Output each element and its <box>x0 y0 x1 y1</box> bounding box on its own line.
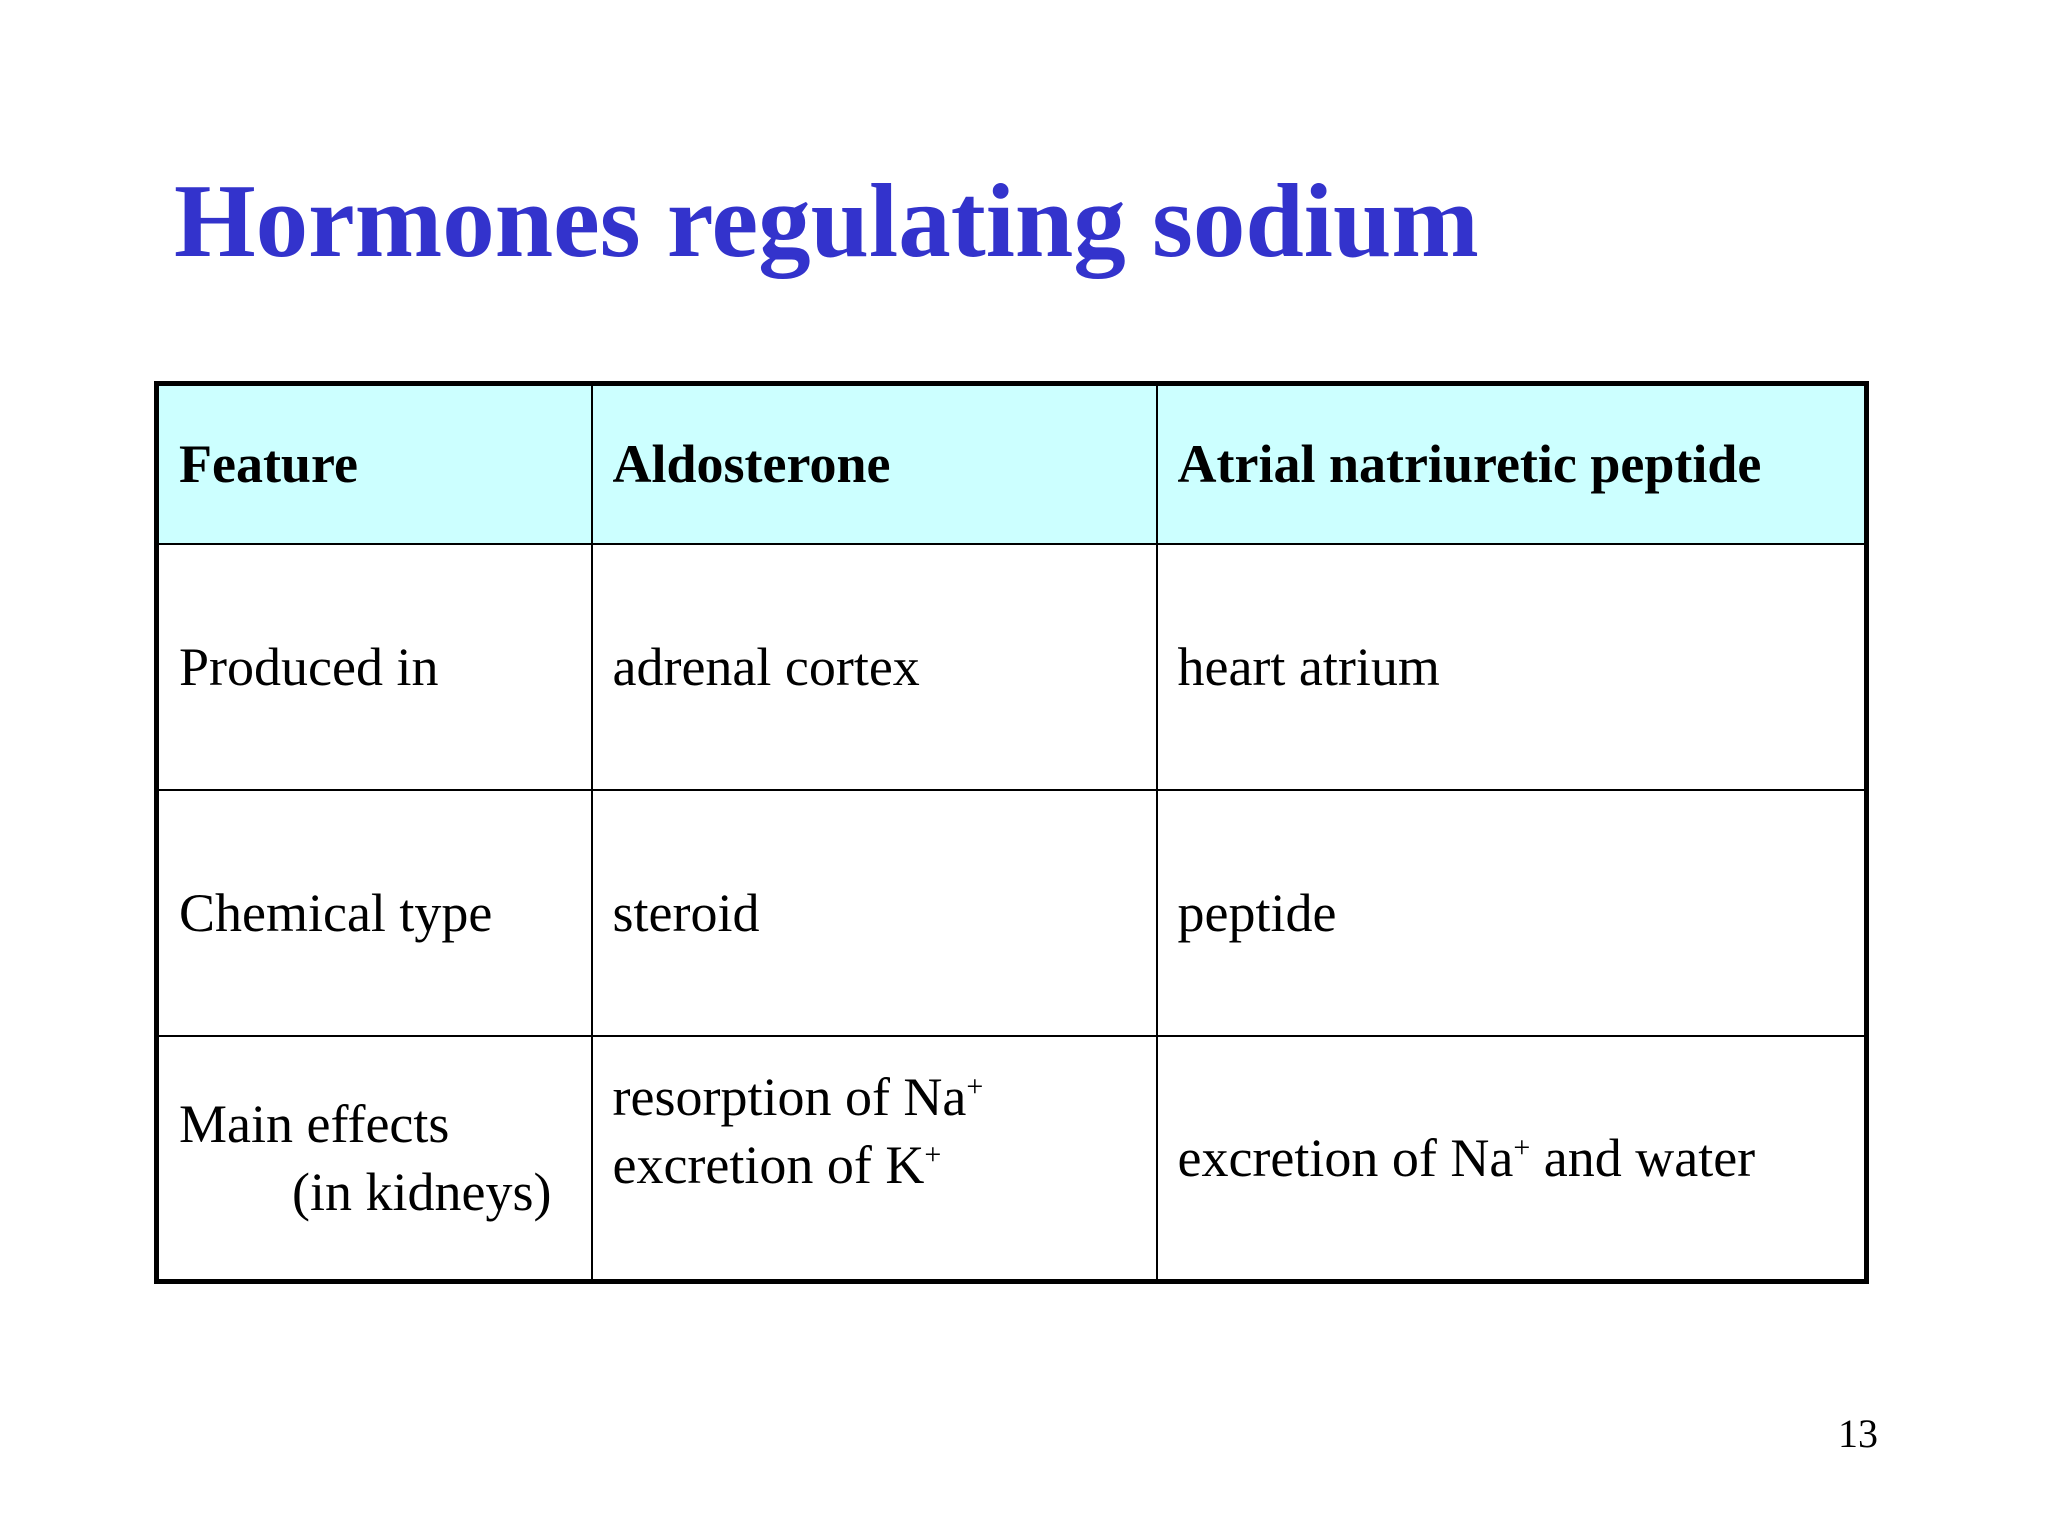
aldosterone-effect-excretion <box>613 1131 1156 1199</box>
excretion-text: excretion of K <box>612 1134 925 1195</box>
cell-feature <box>157 1036 592 1282</box>
cell-feature: Produced in <box>157 544 592 790</box>
header-anp: Atrial natriuretic peptide <box>1157 384 1867 544</box>
table-row <box>157 544 1867 790</box>
cell-aldosterone <box>592 1036 1157 1282</box>
header-feature: Feature <box>157 384 592 544</box>
superscript-plus: + <box>966 1069 984 1103</box>
slide-title: Hormones regulating sodium <box>174 162 1479 279</box>
superscript-plus: + <box>924 1137 942 1171</box>
feature-line-main-effects: Main effects <box>179 1093 450 1154</box>
cell-anp <box>1157 1036 1867 1282</box>
resorption-text: resorption of Na <box>612 1066 967 1127</box>
cell-feature: Chemical type <box>157 790 592 1036</box>
feature-line-in-kidneys: (in kidneys) <box>292 1161 552 1222</box>
table-row <box>157 790 1867 1036</box>
table-row <box>157 1036 1867 1282</box>
table-header-row <box>157 384 1867 544</box>
aldosterone-effect-resorption <box>613 1063 1156 1131</box>
anp-effect-text: excretion of Na <box>1177 1127 1514 1188</box>
anp-effect-text-after: and water <box>1530 1127 1756 1188</box>
hormones-table <box>154 381 1869 1284</box>
cell-anp: heart atrium <box>1157 544 1867 790</box>
header-aldosterone: Aldosterone <box>592 384 1157 544</box>
cell-anp: peptide <box>1157 790 1867 1036</box>
cell-aldosterone: adrenal cortex <box>592 544 1157 790</box>
cell-aldosterone: steroid <box>592 790 1157 1036</box>
page-number: 13 <box>1838 1411 1878 1456</box>
superscript-plus: + <box>1513 1130 1531 1164</box>
